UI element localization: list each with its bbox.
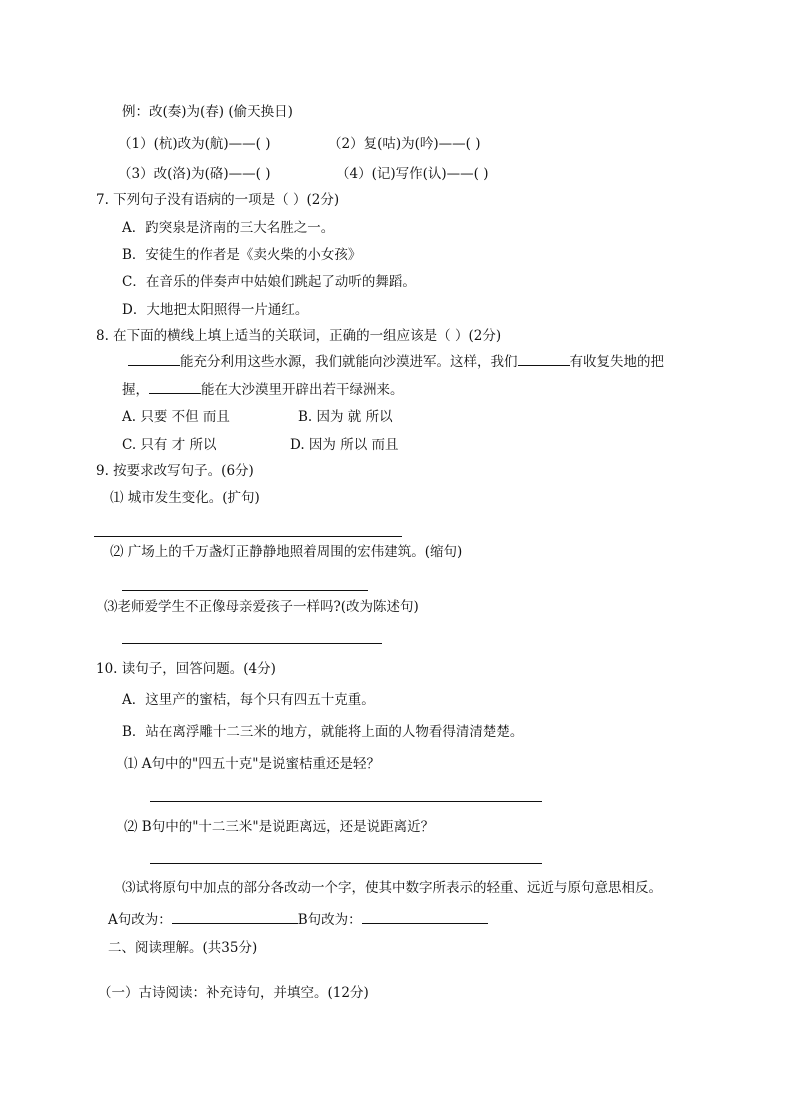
q9-answer-line-3[interactable] bbox=[122, 643, 382, 644]
a-change-blank[interactable] bbox=[172, 910, 298, 924]
q10-sub1: ⑴ A句中的"四五十克"是说蜜桔重还是轻？ bbox=[124, 756, 380, 772]
q10-sentence-b: B．站在离浮雕十二三米的地方，就能将上面的人物看得清清楚楚。 bbox=[122, 724, 524, 740]
section-2-heading: 二、阅读理解。(共35分) bbox=[108, 940, 258, 956]
q9-s1: ⑴ 城市发生变化。(扩句) bbox=[110, 490, 260, 506]
q10-change-line: A句改为： B句改为： bbox=[108, 910, 488, 930]
q10-answer-line-1[interactable] bbox=[150, 801, 542, 802]
q8-stem: 8. 在下面的横线上填上适当的关联词，正确的一组应该是（ ）(2分) bbox=[96, 328, 502, 344]
q8-fill-line-2: 握， 能在大沙漠里开辟出若干绿洲来。 bbox=[122, 382, 404, 398]
q7-option-c: C．在音乐的伴奏声中姑娘们跳起了动听的舞蹈。 bbox=[122, 274, 416, 290]
blank-1[interactable] bbox=[128, 352, 180, 366]
q9-answer-line-1[interactable] bbox=[94, 536, 402, 537]
q7-option-d: D．大地把太阳照得一片通红。 bbox=[122, 302, 309, 318]
q9-answer-line-2[interactable] bbox=[122, 590, 368, 591]
q6-row1-a: （1）(杭)改为(航)——( ) bbox=[118, 136, 271, 152]
blank-3[interactable] bbox=[149, 380, 201, 394]
q10-sub3: ⑶试将原句中加点的部分各改动一个字，使其中数字所表示的轻重、远近与原句意思相反。 bbox=[122, 880, 662, 896]
example-line: 例：改(奏)为(春) (偷天换日) bbox=[122, 104, 293, 120]
q9-s2: ⑵ 广场上的千万盏灯正静静地照着周围的宏伟建筑。(缩句) bbox=[110, 544, 463, 560]
blank-2[interactable] bbox=[518, 352, 570, 366]
q9-s3: ⑶老师爱学生不正像母亲爱孩子一样吗?(改为陈述句) bbox=[104, 599, 419, 615]
q7-option-a: A．趵突泉是济南的三大名胜之一。 bbox=[122, 220, 335, 236]
q7-stem: 7. 下列句子没有语病的一项是（ ）(2分) bbox=[96, 192, 340, 208]
q6-row2-b: （4）(记)写作(认)——( ) bbox=[336, 166, 489, 182]
q8-option-a: A. 只要 不但 而且 bbox=[122, 409, 230, 425]
q6-row2-a: （3）改(洛)为(硌)——( ) bbox=[118, 166, 271, 182]
b-change-blank[interactable] bbox=[362, 910, 488, 924]
q6-row1-b: （2）复(咕)为(吟)——( ) bbox=[328, 136, 481, 152]
q8-option-b: B. 因为 就 所以 bbox=[298, 409, 393, 425]
q8-fill-line-1: 能充分利用这些水源，我们就能向沙漠进军。这样，我们 有收复失地的把 bbox=[128, 352, 664, 372]
q9-stem: 9. 按要求改写句子。(6分) bbox=[96, 463, 254, 479]
q8-option-d: D. 因为 所以 而且 bbox=[290, 437, 399, 453]
poem-heading: （一）古诗阅读：补充诗句，并填空。(12分) bbox=[98, 985, 369, 1001]
q8-option-c: C. 只有 才 所以 bbox=[122, 437, 217, 453]
q10-answer-line-2[interactable] bbox=[150, 863, 542, 864]
q7-option-b: B．安徒生的作者是《卖火柴的小女孩》 bbox=[122, 247, 362, 263]
q10-sentence-a: A．这里产的蜜桔，每个只有四五十克重。 bbox=[122, 692, 375, 708]
q10-stem: 10. 读句子，回答问题。(4分) bbox=[96, 661, 276, 677]
q10-sub2: ⑵ B句中的"十二三米"是说距离远，还是说距离近？ bbox=[124, 819, 435, 835]
